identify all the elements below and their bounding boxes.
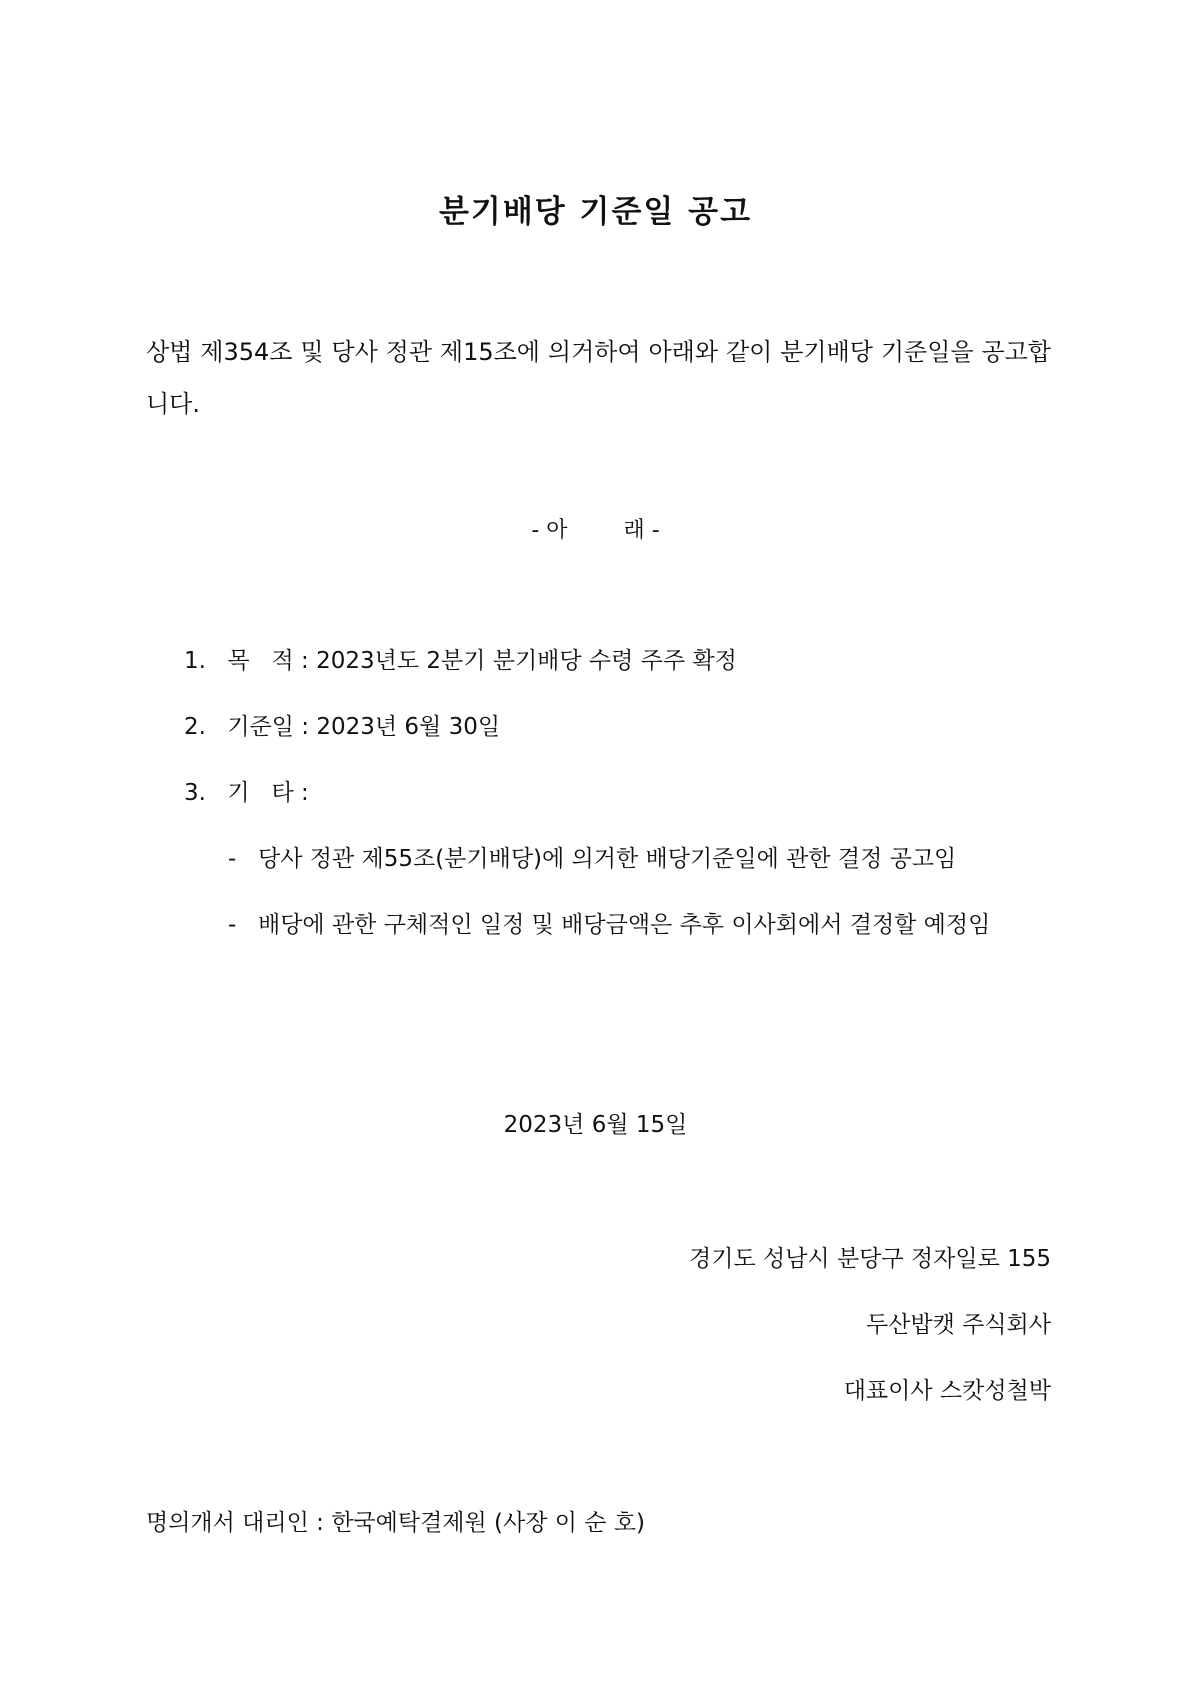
list-item-number: 1. <box>184 648 206 674</box>
list-item-value: 2023년 6월 30일 <box>316 714 501 740</box>
list-item-label: 기준일 <box>227 714 294 740</box>
list-item-other <box>184 774 316 807</box>
list-item-number: 3. <box>184 780 206 806</box>
notice-heading <box>0 513 1191 544</box>
issuer-company: 두산밥캣 주식회사 <box>865 1312 1051 1338</box>
list-item-separator: : <box>293 780 317 806</box>
notice-title: 분기배당 기준일 공고 <box>438 194 753 230</box>
sub-item-text: 당사 정관 제55조(분기배당)에 의거한 배당기준일에 관한 결정 공고임 <box>258 846 957 872</box>
transfer-agent: 명의개서 대리인 : 한국예탁결제원 (사장 이 순 호) <box>146 1510 646 1536</box>
issuer-ceo: 대표이사 스캇성철박 <box>843 1378 1051 1404</box>
sub-item-dash: - <box>228 912 237 938</box>
issuer-address: 경기도 성남시 분당구 정자일로 155 <box>689 1246 1051 1272</box>
list-item-purpose <box>184 642 737 675</box>
sub-item-text: 배당에 관한 구체적인 일정 및 배당금액은 추후 이사회에서 결정할 예정임 <box>258 912 991 938</box>
sub-item-notice <box>228 840 956 873</box>
sub-item-schedule <box>228 906 990 939</box>
list-item-value: 2023년도 2분기 분기배당 수령 주주 확정 <box>316 648 737 674</box>
notice-heading-right: 래 - <box>623 518 660 543</box>
sub-item-dash: - <box>228 846 237 872</box>
list-item-separator: : <box>293 714 317 740</box>
list-item-label: 목 적 <box>227 648 294 674</box>
intro-line-1: 상법 제354조 및 당사 정관 제15조에 의거하여 아래와 같이 분기배당 기준일을 공고합 <box>146 338 1051 366</box>
list-item-label: 기 타 <box>227 780 294 806</box>
notice-date: 2023년 6월 15일 <box>503 1112 688 1138</box>
list-item-record-date <box>184 708 500 741</box>
list-item-number: 2. <box>184 714 206 740</box>
list-item-separator: : <box>293 648 317 674</box>
intro-paragraph <box>146 326 1051 430</box>
intro-line-2: 니다. <box>146 390 200 418</box>
notice-heading-left: - 아 <box>531 518 568 543</box>
